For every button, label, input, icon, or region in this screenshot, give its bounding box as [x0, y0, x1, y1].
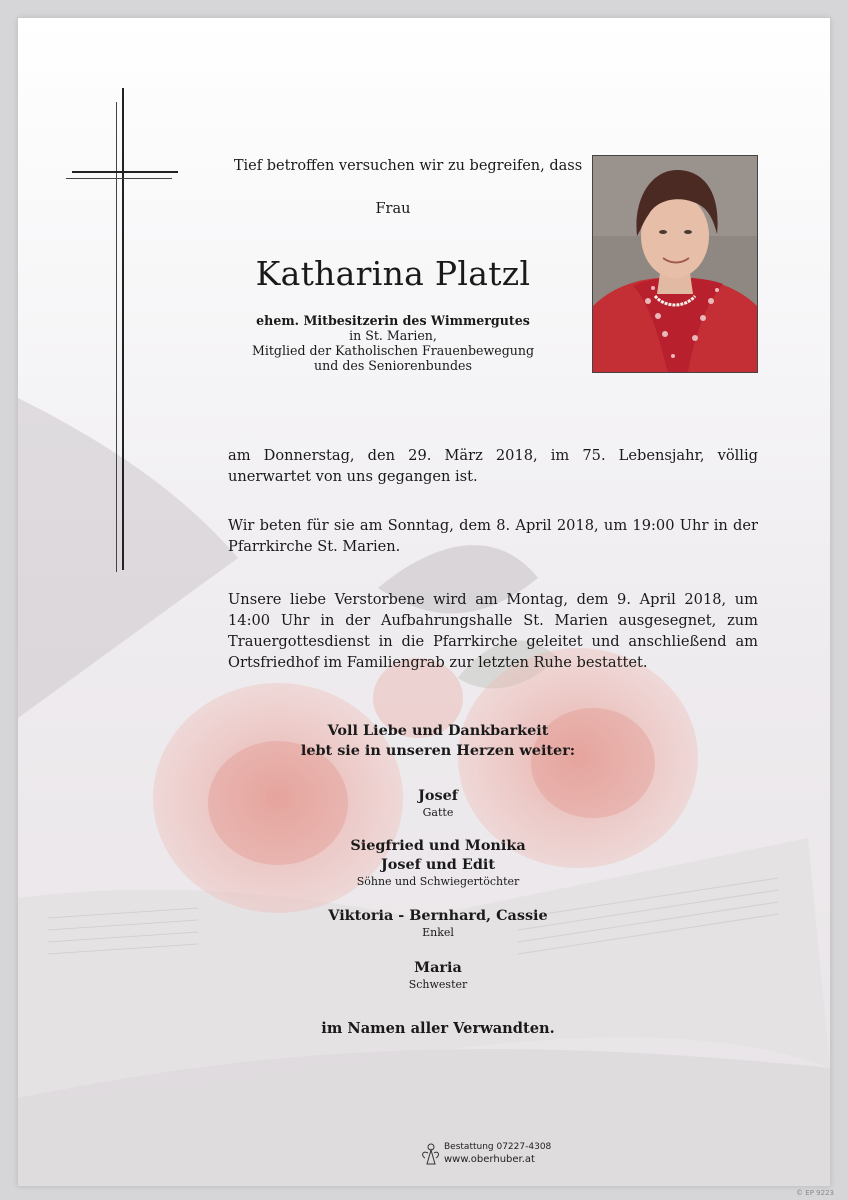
role-line: und des Seniorenbundes — [314, 358, 472, 373]
cross-icon — [122, 88, 124, 570]
angel-logo-icon — [420, 1142, 440, 1166]
relative-relation: Söhne und Schwiegertöchter — [356, 875, 520, 888]
role-line: Mitglied der Katholischen Frauenbewegung — [251, 343, 535, 358]
dedication-line: Voll Liebe und Dankbarkeit — [327, 722, 549, 739]
intro-text: Tief betroffen versuchen wir zu begreifen, dass — [233, 158, 583, 174]
salutation: Frau — [375, 201, 411, 217]
death-announcement: am Donnerstag, den 29. März 2018, im 75. Lebensjahr, völlig unerwartet von uns gegangen ist. — [228, 447, 758, 485]
print-code: © EP 9223 — [796, 1189, 834, 1197]
funeral-info: Unsere liebe Verstorbene wird am Montag, dem 9. April 2018, um 14:00 Uhr in der Aufbahrungshalle St. Marien ausgesegnet, zum Trauergottesdienst in die Pfarrkirche geleitet und anschließend am Ortsfriedhof im Familiengrab zur letzten Ruhe bestattet. — [228, 591, 758, 671]
relative-name: Josef — [418, 787, 458, 804]
relative-name: Siegfried und Monika — [350, 837, 526, 854]
role-line: ehem. Mitbesitzerin des Wimmergutes — [256, 313, 530, 328]
relative-group — [258, 906, 618, 940]
relative-name: Josef und Edit — [380, 856, 495, 873]
cross-icon-bar-shadow — [66, 178, 172, 179]
relative-relation: Gatte — [422, 806, 454, 819]
relative-name: Maria — [414, 959, 462, 976]
prayer-info: Wir beten für sie am Sonntag, dem 8. April 2018, um 19:00 Uhr in der Pfarrkirche St. Marien. — [228, 517, 758, 555]
closing-line: im Namen aller Verwandten. — [321, 1020, 555, 1037]
relative-group — [258, 836, 618, 889]
portrait-photo — [592, 155, 758, 373]
roles-block — [218, 313, 568, 373]
deceased-name: Katharina Platzl — [255, 254, 531, 293]
relative-group — [258, 958, 618, 992]
role-line: in St. Marien, — [349, 328, 437, 343]
obituary-card — [18, 18, 830, 1186]
funeral-home-phone: Bestattung 07227-4308 — [444, 1142, 552, 1152]
relative-name: Viktoria - Bernhard, Cassie — [328, 907, 548, 924]
relative-group — [258, 786, 618, 820]
relative-relation: Schwester — [408, 978, 468, 991]
cross-icon-bar — [72, 171, 178, 173]
dedication-line: lebt sie in unseren Herzen weiter: — [300, 742, 576, 759]
relative-relation: Enkel — [422, 926, 454, 939]
funeral-home-footer — [420, 1140, 560, 1170]
love-dedication — [258, 721, 618, 761]
funeral-home-website: www.oberhuber.at — [444, 1154, 535, 1165]
